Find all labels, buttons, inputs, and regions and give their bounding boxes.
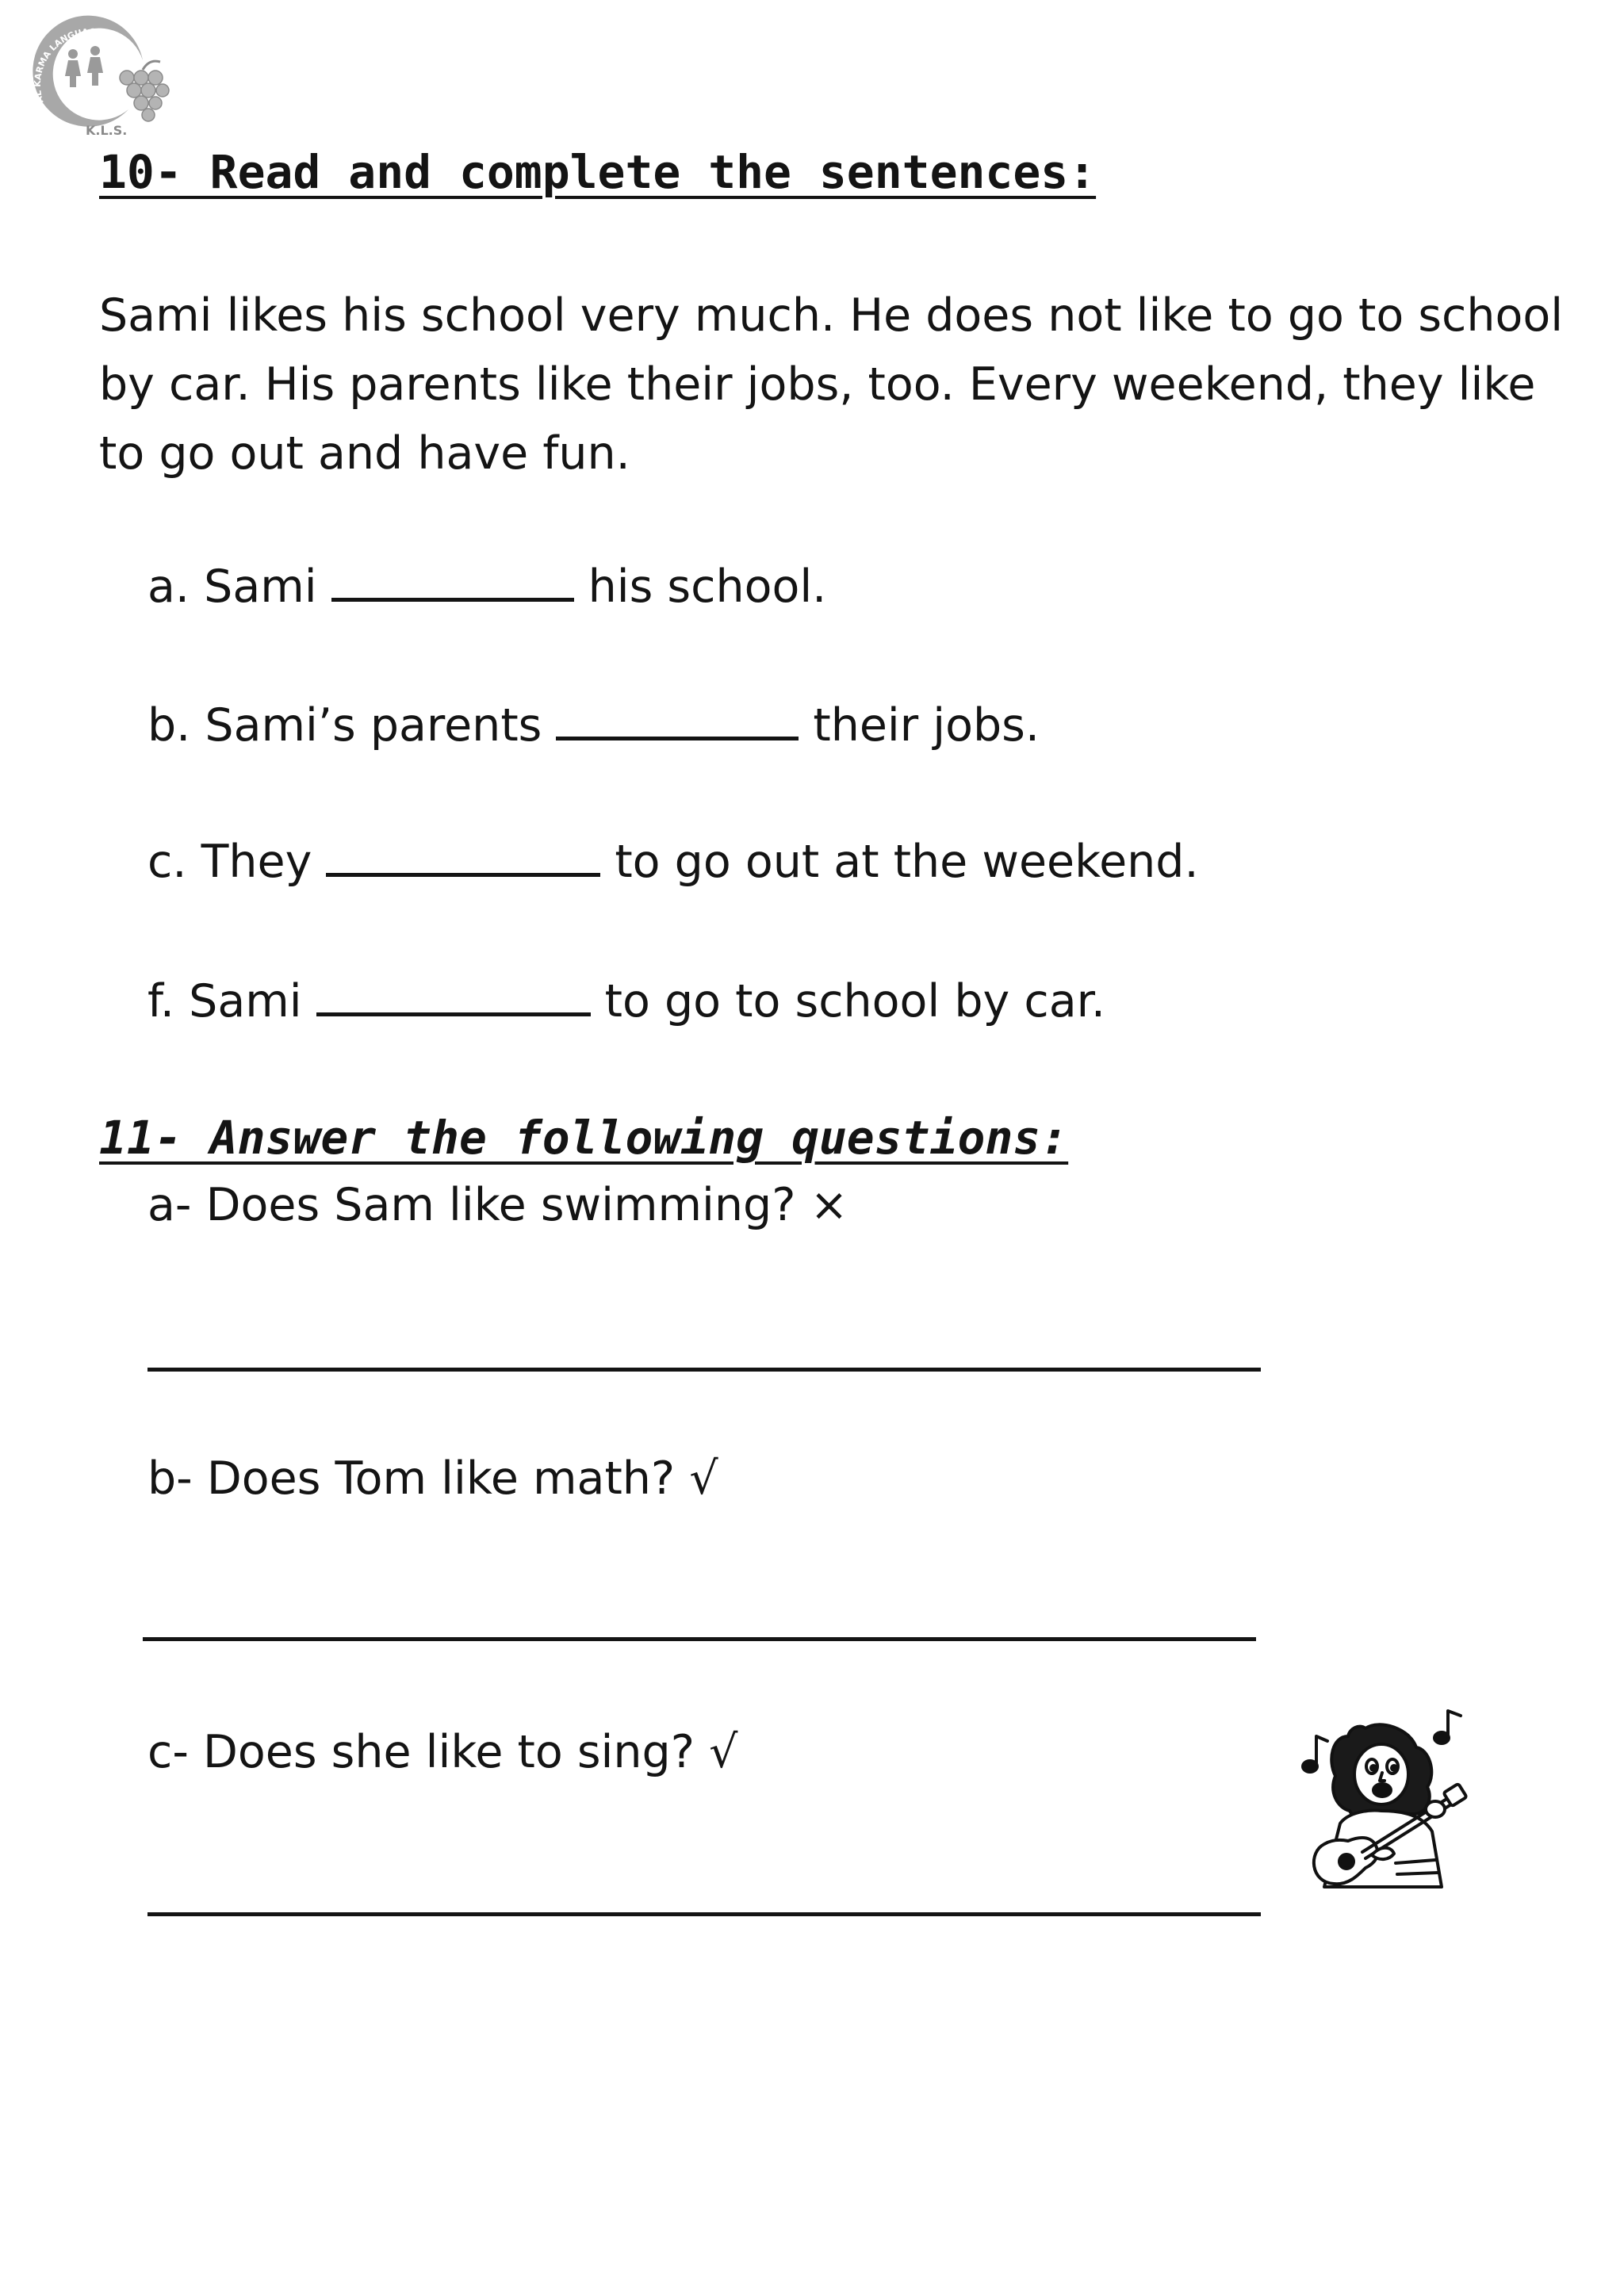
answer-line-b[interactable] (143, 1637, 1256, 1641)
fill-in-blank[interactable] (316, 974, 591, 1016)
fill-in-blank[interactable] (556, 698, 799, 740)
fill-in-blank[interactable] (326, 835, 600, 877)
sentence-start: a. Sami (147, 561, 317, 613)
check-mark: √ (709, 1726, 738, 1778)
sentence-item-b (147, 698, 1040, 753)
passage-line: to go out and have fun. (99, 427, 630, 480)
logo-arc-text: AL KARMA LANGUAGE SCHOOL (32, 26, 143, 105)
answer-line-a[interactable] (147, 1368, 1261, 1372)
sentence-start: c. They (147, 836, 312, 888)
school-logo-icon (24, 14, 174, 149)
cross-mark: × (810, 1179, 848, 1231)
girl-singing-with-guitar-icon (1293, 1705, 1475, 1895)
passage-line: Sami likes his school very much. He does not like to go to school (99, 289, 1564, 342)
sentence-item-a (147, 559, 826, 614)
sentence-end: their jobs. (813, 699, 1040, 752)
passage-line: by car. His parents like their jobs, too. Every weekend, they like (99, 358, 1536, 411)
answer-line-c[interactable] (147, 1912, 1261, 1916)
question-b (147, 1451, 718, 1506)
check-mark: √ (689, 1452, 718, 1505)
music-note-icon (1434, 1711, 1461, 1743)
question-c (147, 1724, 737, 1780)
sentence-start: f. Sami (147, 975, 302, 1027)
question-text: b- Does Tom like math? (147, 1452, 676, 1505)
sentence-end: his school. (588, 561, 827, 613)
fill-in-blank[interactable] (331, 560, 574, 602)
section-10-heading: 10- Read and complete the sentences: (99, 145, 1097, 199)
music-note-icon (1303, 1736, 1327, 1772)
question-text: a- Does Sam like swimming? (147, 1179, 796, 1231)
sentence-start: b. Sami’s parents (147, 699, 542, 752)
sentence-end: to go out at the weekend. (615, 836, 1199, 888)
question-a (147, 1177, 848, 1233)
sentence-end: to go to school by car. (604, 975, 1105, 1027)
sentence-item-c (147, 834, 1199, 890)
sentence-item-f (147, 974, 1105, 1029)
reading-passage (99, 281, 1590, 488)
question-text: c- Does she like to sing? (147, 1726, 695, 1778)
logo-initials: K.L.S. (86, 123, 128, 138)
section-11-heading: 11- Answer the following questions: (99, 1111, 1069, 1165)
